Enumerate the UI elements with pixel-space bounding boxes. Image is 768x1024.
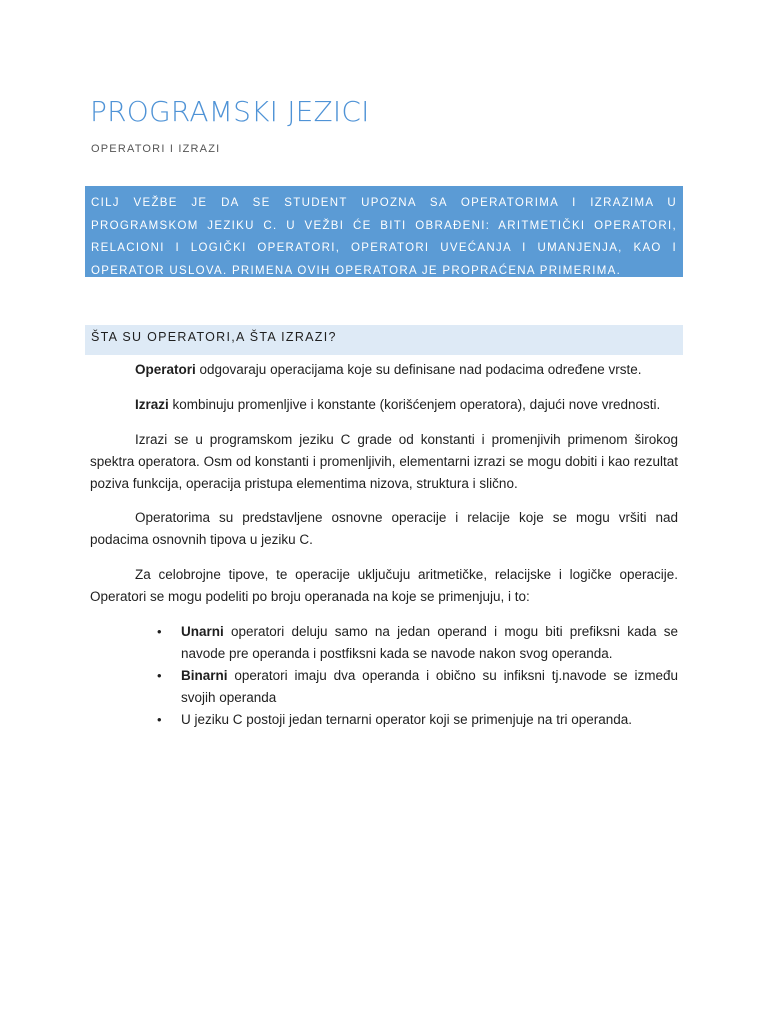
list-item-binarni-text: operatori imaju dva operanda i obično su infiksni tj.navode se između svojih operanda — [181, 668, 678, 705]
paragraph-izrazi — [90, 394, 678, 416]
intro-box — [85, 186, 683, 277]
operator-types-list — [155, 621, 678, 731]
bullet-icon: • — [157, 668, 162, 683]
bullet-icon: • — [157, 624, 162, 639]
paragraph-celobrojne: Za celobrojne tipove, te operacije uključuju aritmetičke, relacijske i logičke operacije. Operatori se mogu podeliti po broju operanada na koje se primenjuju, i to: — [90, 567, 678, 604]
term-unarni: Unarni — [181, 624, 224, 639]
list-item-unarni — [155, 621, 678, 665]
paragraph-operatorima: Operatorima su predstavljene osnovne operacije i relacije koje se mogu vršiti nad podacima osnovnih tipova u jeziku C. — [90, 510, 678, 547]
list-item-ternarni — [155, 709, 678, 731]
list-item-binarni — [155, 665, 678, 709]
term-izrazi: Izrazi — [135, 397, 169, 412]
term-operatori: Operatori — [135, 362, 196, 377]
document-subtitle: OPERATORI I IZRAZI — [91, 143, 221, 155]
term-binarni: Binarni — [181, 668, 228, 683]
list-item-ternarni-text: U jeziku C postoji jedan ternarni operator koji se primenjuje na tri operanda. — [181, 712, 632, 727]
section-heading: ŠTA SU OPERATORI,A ŠTA IZRAZI? — [85, 325, 683, 355]
paragraph-operatori-text: odgovaraju operacijama koje su definisane nad podacima određene vrste. — [195, 362, 642, 377]
paragraph-operatori — [90, 359, 678, 381]
list-item-unarni-text: operatori deluju samo na jedan operand i mogu biti prefiksni kada se navode pre operanda i postfiksni kada se navode nakon svog operanda. — [181, 624, 678, 661]
bullet-icon: • — [157, 712, 162, 727]
paragraph-izrazi-details: Izrazi se u programskom jeziku C grade od konstanti i promenjivih primenom širokog spektra operatora. Osm od konstanti i promenljivih, elementarni izrazi se mogu dobiti i kao rezultat poziva funkcija, operacija pristupa elementima nizova, struktura i slično. — [90, 432, 678, 491]
intro-text: CILJ VEŽBE JE DA SE STUDENT UPOZNA SA OPERATORIMA I IZRAZIMA U PROGRAMSKOM JEZIKU C. U VEŽBI ĆE BITI OBRAĐENI: ARITMETIČKI OPERATORI, RELACIONI I LOGIČKI OPERATORI, OPERATORI UVEĆANJA I UMANJENJA, KAO I OPERATOR USLOVA. PRIMENA OVIH OPERATORA JE PROPRAĆENA PRIMERIMA. — [91, 197, 677, 277]
paragraph-izrazi-text: kombinuju promenljive i konstante (korišćenjem operatora), dajući nove vrednosti. — [168, 397, 661, 412]
document-title: PROGRAMSKI JEZICI — [90, 95, 370, 128]
